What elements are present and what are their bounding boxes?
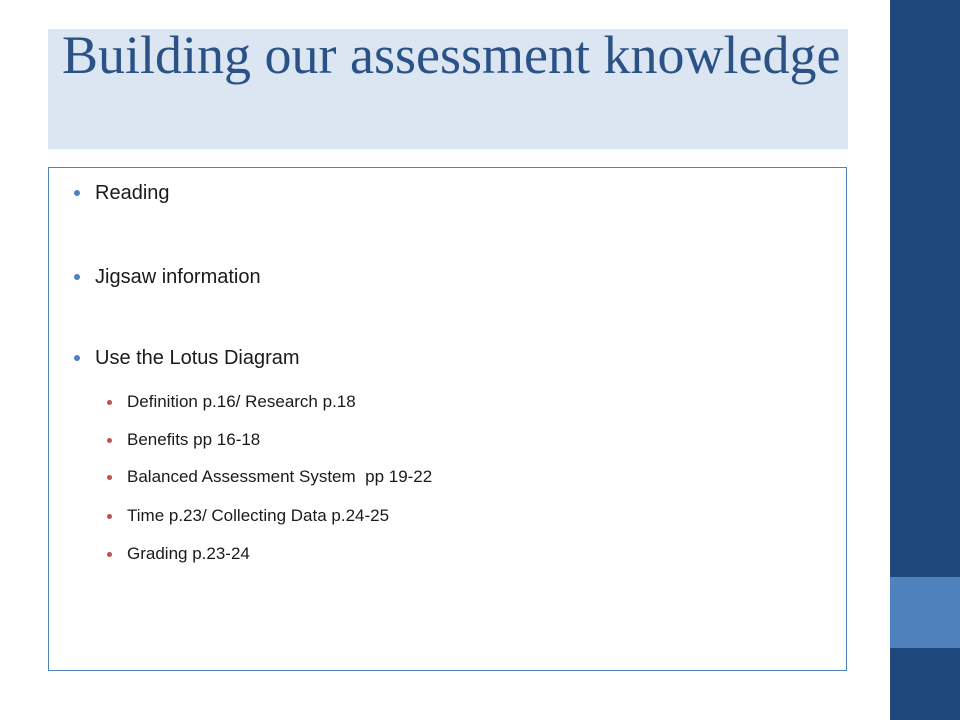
- sidebar-accent-block: [890, 577, 960, 648]
- bullet-item: [74, 264, 261, 290]
- sub-bullet-dot-icon: [107, 438, 112, 443]
- sub-bullet-text: Benefits pp 16-18: [127, 430, 261, 449]
- sub-bullet-dot-icon: [107, 552, 112, 557]
- bullet-text: Reading: [95, 182, 170, 204]
- sub-bullet-text: Definition p.16/ Research p.18: [127, 392, 356, 411]
- bullet-text: Jigsaw information: [95, 266, 261, 288]
- sub-bullet-item: [107, 542, 250, 566]
- bullet-item: [74, 180, 170, 206]
- right-sidebar-bar: [890, 0, 960, 720]
- bullet-item: [74, 345, 300, 371]
- sub-bullet-dot-icon: [107, 514, 112, 519]
- sub-bullet-dot-icon: [107, 475, 112, 480]
- sub-bullet-item: [107, 390, 356, 414]
- content-placeholder: [48, 167, 847, 671]
- bullet-text: Use the Lotus Diagram: [95, 347, 300, 369]
- sub-bullet-dot-icon: [107, 400, 112, 405]
- bullet-dot-icon: [74, 190, 80, 196]
- sub-bullet-item: [107, 504, 390, 528]
- bullet-dot-icon: [74, 355, 80, 361]
- sub-bullet-text: Balanced Assessment System pp 19-22: [127, 467, 433, 486]
- sub-bullet-text: Time p.23/ Collecting Data p.24-25: [127, 506, 390, 525]
- slide-title: Building our assessment knowledge: [62, 25, 841, 85]
- sub-bullet-item: [107, 428, 261, 452]
- sub-bullet-text: Grading p.23-24: [127, 544, 250, 563]
- sub-bullet-item: [107, 465, 433, 489]
- bullet-dot-icon: [74, 274, 80, 280]
